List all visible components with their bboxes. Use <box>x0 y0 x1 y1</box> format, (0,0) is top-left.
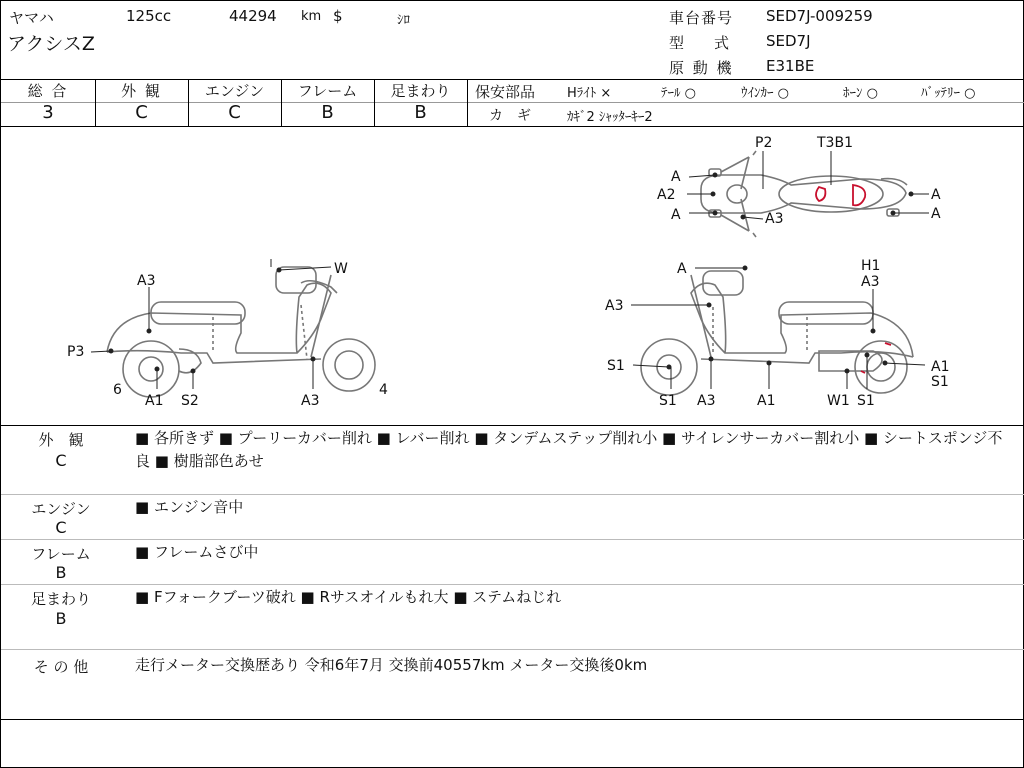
safety-headlight: Hﾗｲﾄ × <box>567 86 612 101</box>
diagram-label: A <box>677 261 687 277</box>
section-divider <box>1 494 1024 495</box>
grade-value-exterior: C <box>135 102 148 123</box>
grade-value-frame: B <box>321 102 334 123</box>
model-name: アクシスZ <box>7 33 95 55</box>
grade-label-suspension: 足まわり <box>390 82 451 100</box>
section-exterior-grade: C <box>55 451 67 470</box>
diagram-label: A3 <box>697 393 716 409</box>
diagram-label: W <box>334 261 348 277</box>
diagram-label: P2 <box>755 135 773 151</box>
section-suspension-grade: B <box>55 609 67 628</box>
diagram-label: 6 <box>113 382 122 398</box>
type-label: 型 式 <box>669 34 730 52</box>
grade-label-frame: フレーム <box>297 82 358 100</box>
top-view-scooter <box>701 151 907 237</box>
diagram-label: A <box>931 187 941 203</box>
diagram-label: 4 <box>379 382 388 398</box>
diagram-label: A3 <box>605 298 624 314</box>
section-divider <box>1 584 1024 585</box>
diagram-label: P3 <box>67 344 85 360</box>
diagram-label: S1 <box>931 374 949 390</box>
section-suspension-label: 足まわり <box>30 590 91 608</box>
diagram-label: A <box>671 169 681 185</box>
diagram-label: A3 <box>765 211 784 227</box>
diagram-divider <box>1 425 1024 426</box>
frame-number-value: SED7J-009259 <box>766 7 873 25</box>
currency: $ <box>333 7 343 25</box>
diagram-label: A1 <box>757 393 776 409</box>
section-engine-text: ■ エンジン音中 <box>135 498 244 516</box>
section-divider <box>1 649 1024 650</box>
maker: ヤマハ <box>9 9 54 27</box>
grade-label-exterior: 外 観 <box>121 82 162 100</box>
diagram-label: S1 <box>857 393 875 409</box>
key-label: カ ギ <box>489 108 531 124</box>
grade-label-overall: 総 合 <box>27 82 69 100</box>
key-value: ｶｷﾞ2 ｼｬｯﾀｰｷｰ2 <box>567 110 653 125</box>
section-other-text: 走行メーター交換歴あり 令和6年7月 交換前40557km メーター交換後0km <box>135 656 648 674</box>
section-other-label: そ の 他 <box>33 658 89 676</box>
section-frame-text: ■ フレームさび中 <box>135 543 259 561</box>
grade-label-engine: エンジン <box>204 82 265 100</box>
grade-value-engine: C <box>228 102 241 123</box>
diagram-label: A2 <box>657 187 676 203</box>
safety-horn: ﾎｰﾝ ○ <box>843 86 878 101</box>
diagram-label: W1 <box>827 393 850 409</box>
diagram-label: A <box>671 207 681 223</box>
diagram-label: T3B1 <box>817 135 853 151</box>
section-exterior-text: ■ 各所きず ■ プーリーカバー削れ ■ レバー削れ ■ タンデムステップ削れ小 ■ サイレンサーカバー割れ小 ■ シートスポンジ不良 ■ 樹脂部色あせ <box>135 429 1003 470</box>
engine-model-value: E31BE <box>766 57 815 75</box>
section-engine-label: エンジン <box>31 500 91 518</box>
section-divider <box>1 539 1024 540</box>
frame-number-label: 車台番号 <box>669 9 734 27</box>
displacement: 125cc <box>126 7 172 25</box>
mileage: 44294 <box>229 7 277 25</box>
grade-value-suspension: B <box>414 102 427 123</box>
bottom-divider <box>1 719 1024 720</box>
diagram-label: S1 <box>659 393 677 409</box>
safety-winker: ｳｲﾝｶｰ ○ <box>741 86 789 101</box>
diagram-label: A3 <box>301 393 320 409</box>
diagram-label: A1 <box>145 393 164 409</box>
section-frame-grade: B <box>55 563 67 582</box>
safety-battery: ﾊﾞｯﾃﾘｰ ○ <box>921 86 976 101</box>
diagram-label: S1 <box>607 358 625 374</box>
diagram-label: S2 <box>181 393 199 409</box>
grade-value-overall: 3 <box>42 102 54 123</box>
diagram-label: A3 <box>137 273 156 289</box>
diagram-label: A3 <box>861 274 880 290</box>
mileage-unit: km <box>301 9 322 24</box>
diagram-label: A <box>931 206 941 222</box>
damage-marks <box>816 185 891 373</box>
section-suspension-text: ■ Fフォークブーツ破れ ■ Rサスオイルもれ大 ■ ステムねじれ <box>135 588 562 606</box>
diagram-label: A1 <box>931 359 950 375</box>
safety-tail: ﾃｰﾙ ○ <box>661 86 696 101</box>
section-engine-grade: C <box>55 518 67 537</box>
section-exterior-label: 外 観 <box>38 431 84 449</box>
color: ｼﾛ <box>397 13 410 28</box>
diagram-label: H1 <box>861 258 881 274</box>
safety-label: 保安部品 <box>475 83 536 101</box>
type-value: SED7J <box>766 32 811 50</box>
engine-model-label: 原 動 機 <box>669 59 734 77</box>
grade-col-sep <box>467 79 468 126</box>
damage-diagram <box>1 127 1023 425</box>
section-frame-label: フレーム <box>31 545 91 563</box>
